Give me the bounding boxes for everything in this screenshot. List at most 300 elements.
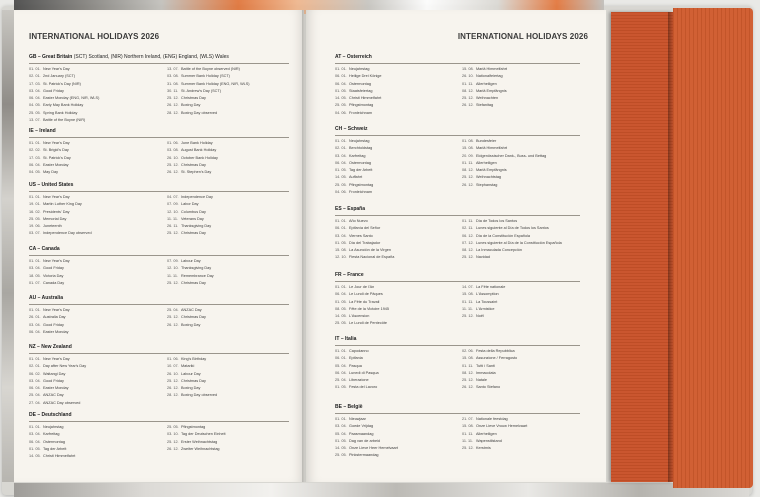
- holiday-name: Memorial Day: [43, 216, 67, 221]
- holiday-date: 28. 12.: [167, 110, 179, 115]
- holiday-date: 06. 04.: [335, 292, 347, 297]
- holiday-name: Viernes Santo: [349, 233, 373, 238]
- holiday-date: 25. 12.: [167, 231, 179, 236]
- holiday-name: L'Assomption: [476, 292, 499, 297]
- holiday-name: ANZAC Day: [181, 308, 202, 312]
- holiday-section: [29, 182, 289, 236]
- holiday-name: Waitangi Day: [43, 371, 66, 376]
- holiday-row: [335, 102, 453, 109]
- holiday-row: [335, 88, 453, 95]
- holiday-name: Lunes siguiente al Día de la Constitución Española: [476, 240, 562, 245]
- section-title-text: GB – Great Britain: [29, 54, 73, 60]
- holiday-name: Battle of the Boyne observed (NIR): [181, 67, 240, 71]
- holiday-row: [462, 384, 580, 391]
- holiday-date: 08. 05.: [335, 306, 347, 311]
- section-title: [335, 126, 580, 133]
- holiday-row: [167, 102, 285, 109]
- holiday-date: 25. 12.: [167, 439, 179, 444]
- holiday-row: [462, 247, 580, 254]
- holiday-row: [335, 182, 453, 189]
- section-title: [29, 246, 289, 253]
- holiday-date: 01. 06.: [167, 141, 179, 145]
- holiday-section: [335, 404, 580, 458]
- holiday-row: [29, 66, 147, 73]
- holiday-row: [335, 81, 453, 88]
- holiday-name: Summer Bank Holiday (SCT): [181, 74, 230, 79]
- holiday-name: Nationale feestdag: [476, 417, 508, 421]
- holiday-date: 14. 05.: [29, 454, 41, 459]
- holiday-date: 01. 01.: [29, 425, 41, 429]
- holiday-name: Festa del Lavoro: [349, 385, 378, 390]
- holiday-row: [29, 400, 147, 407]
- elastic-band: [611, 12, 673, 482]
- holiday-date: 14. 05.: [335, 175, 347, 180]
- holiday-section: [335, 336, 580, 390]
- holiday-name: La Fête du Travail: [349, 299, 380, 304]
- section-title: [335, 54, 580, 61]
- holiday-date: 01. 01.: [29, 67, 41, 71]
- holiday-date: 15. 08.: [335, 248, 347, 253]
- holiday-name: Spring Bank Holiday: [43, 110, 78, 115]
- holiday-name: Wapenstilstand: [476, 438, 502, 443]
- holiday-row: [335, 284, 453, 291]
- holiday-row: [167, 356, 285, 363]
- holiday-name: New Year's Day: [43, 195, 70, 199]
- holiday-date: 26. 12.: [167, 170, 179, 175]
- holiday-section: [29, 246, 289, 285]
- holiday-date: 25. 04.: [167, 308, 179, 312]
- holiday-column: [167, 140, 285, 176]
- holiday-row: [29, 378, 147, 385]
- holiday-name: Weihnachtstag: [476, 175, 502, 180]
- holiday-column: [462, 218, 580, 262]
- holiday-date: 01. 07.: [29, 280, 41, 285]
- holiday-date: 06. 02.: [29, 371, 41, 376]
- holiday-name: Karfreitag: [349, 153, 366, 158]
- holiday-date: 06. 04.: [29, 439, 41, 444]
- holiday-name: Ostermontag: [349, 160, 371, 165]
- holiday-name: Immacolata: [476, 370, 496, 375]
- holiday-row: [29, 392, 147, 399]
- holiday-name: Labour Day: [181, 371, 201, 376]
- holiday-row: [167, 378, 285, 385]
- holiday-name: Good Friday: [43, 378, 64, 383]
- holiday-date: 26. 10.: [167, 371, 179, 376]
- holiday-name: St. Patrick's Day (NIR): [43, 81, 81, 86]
- holiday-name: Neujahrstag: [43, 425, 64, 429]
- holiday-name: Easter Monday: [43, 329, 69, 334]
- holiday-date: 15. 08.: [462, 67, 474, 71]
- holiday-name: Mariä Himmelfahrt: [476, 146, 508, 151]
- holiday-name: Thanksgiving Day: [181, 224, 212, 229]
- section-title: [29, 54, 289, 61]
- holiday-column: [462, 348, 580, 392]
- holiday-date: 20. 09.: [462, 153, 474, 158]
- holiday-name: Tag der Arbeit: [349, 168, 373, 173]
- holiday-date: 02. 11.: [462, 226, 474, 231]
- holiday-row: [167, 431, 285, 438]
- holiday-row: [29, 102, 147, 109]
- holiday-date: 02. 01.: [335, 146, 347, 151]
- holiday-date: 07. 09.: [167, 202, 179, 207]
- holiday-name: Neujahrstag: [349, 139, 370, 143]
- holiday-row: [29, 439, 147, 446]
- page-header-right: INTERNATIONAL HOLIDAYS 2026: [457, 32, 588, 41]
- holiday-name: Remembrance Day: [181, 273, 214, 278]
- holiday-date: 01. 05.: [335, 88, 347, 93]
- holiday-column: [29, 194, 147, 238]
- holiday-row: [462, 153, 580, 160]
- holiday-name: Goede Vrijdag: [349, 424, 374, 429]
- holiday-date: 01. 05.: [335, 299, 347, 304]
- holiday-date: 13. 07.: [29, 118, 41, 123]
- holiday-name: Fête de la Victoire 1945: [349, 306, 390, 311]
- holiday-name: Año Nuevo: [349, 219, 368, 223]
- holiday-name: Epifanía del Señor: [349, 226, 381, 231]
- holiday-row: [29, 258, 147, 265]
- holiday-row: [29, 356, 147, 363]
- holiday-name: Stephanstag: [476, 182, 498, 187]
- holiday-date: 25. 12.: [462, 378, 474, 383]
- holiday-date: 07. 12.: [462, 240, 474, 245]
- holiday-row: [29, 73, 147, 80]
- holiday-row: [167, 265, 285, 272]
- section-title-text: DE – Deutschland: [29, 412, 72, 418]
- holiday-column: [335, 348, 453, 392]
- section-title-text: NZ – New Zealand: [29, 344, 72, 350]
- holiday-name: Fiesta Nacional de España: [349, 255, 395, 260]
- holiday-name: Ostermontag: [43, 439, 65, 444]
- left-photo-edge: [2, 10, 14, 482]
- holiday-row: [167, 230, 285, 237]
- holiday-date: 25. 12.: [167, 96, 179, 101]
- holiday-name: Weihnachten: [476, 96, 499, 101]
- holiday-name: Ostermontag: [349, 81, 371, 86]
- holiday-row: [29, 147, 147, 154]
- holiday-date: 03. 04.: [335, 233, 347, 238]
- holiday-date: 27. 04.: [29, 400, 41, 405]
- holiday-name: Labor Day: [181, 202, 199, 207]
- holiday-row: [29, 446, 147, 453]
- holiday-date: 26. 12.: [462, 182, 474, 187]
- holiday-date: 15. 08.: [462, 146, 474, 151]
- section-title: [29, 295, 289, 302]
- section-divider: [335, 345, 580, 346]
- holiday-name: Canada Day: [43, 280, 65, 285]
- holiday-name: Nationalfeiertag: [476, 74, 503, 79]
- holiday-date: 08. 12.: [462, 248, 474, 253]
- holiday-row: [167, 110, 285, 117]
- holiday-date: 06. 04.: [335, 370, 347, 375]
- holiday-row: [29, 371, 147, 378]
- holiday-row: [335, 313, 453, 320]
- holiday-date: 25. 05.: [167, 425, 179, 429]
- holiday-row: [29, 322, 147, 329]
- holiday-name: ANZAC Day observed: [43, 400, 81, 405]
- holiday-date: 26. 01.: [29, 315, 41, 320]
- holiday-date: 14. 05.: [335, 446, 347, 451]
- holiday-name: Day after New Year's Day: [43, 364, 87, 369]
- section-divider: [29, 304, 289, 305]
- holiday-row: [29, 194, 147, 201]
- holiday-column: [29, 424, 147, 460]
- section-title-text: CH – Schweiz: [335, 126, 368, 132]
- holiday-row: [462, 138, 580, 145]
- holiday-row: [335, 348, 453, 355]
- holiday-name: Mariä Empfängnis: [476, 168, 507, 173]
- holiday-date: 03. 08.: [167, 74, 179, 79]
- holiday-name: La Asunción de la Virgen: [349, 248, 391, 253]
- holiday-row: [462, 291, 580, 298]
- section-title-text: CA – Canada: [29, 246, 60, 252]
- holiday-date: 11. 11.: [167, 216, 179, 221]
- holiday-section: [335, 272, 580, 326]
- holiday-section: [29, 128, 289, 175]
- holiday-date: 03. 04.: [335, 424, 347, 429]
- holiday-date: 25. 12.: [462, 446, 474, 451]
- holiday-row: [167, 216, 285, 223]
- holiday-name: Dag van de arbeid: [349, 438, 381, 443]
- holiday-row: [29, 88, 147, 95]
- holiday-date: 01. 11.: [462, 160, 474, 165]
- holiday-row: [335, 320, 453, 327]
- section-title-text: FR – France: [335, 272, 364, 278]
- holiday-row: [167, 155, 285, 162]
- holiday-column: [29, 258, 147, 287]
- holiday-date: 03. 08.: [167, 148, 179, 153]
- holiday-row: [335, 355, 453, 362]
- holiday-name: Neujahrstag: [349, 67, 370, 71]
- holiday-row: [29, 209, 147, 216]
- holiday-name: Matariki: [181, 364, 195, 369]
- holiday-name: Bundesfeier: [476, 139, 497, 143]
- holiday-name: Santo Stefano: [476, 385, 501, 390]
- holiday-name: Juneteenth: [43, 224, 62, 229]
- holiday-date: 01. 11.: [462, 81, 474, 86]
- holiday-column: [167, 194, 285, 238]
- holiday-row: [167, 162, 285, 169]
- section-title-text: US – United States: [29, 182, 74, 188]
- holiday-name: Allerheiligen: [476, 431, 497, 436]
- holiday-row: [335, 247, 453, 254]
- holiday-name: Easter Monday: [43, 386, 69, 391]
- holiday-date: 06. 01.: [335, 356, 347, 361]
- holiday-name: Erster Weihnachtstag: [181, 439, 218, 444]
- holiday-column: [462, 416, 580, 452]
- holiday-date: 03. 04.: [29, 432, 41, 437]
- holiday-name: Fronleichnam: [349, 110, 373, 115]
- holiday-date: 18. 05.: [29, 273, 41, 278]
- holiday-date: 01. 05.: [335, 240, 347, 245]
- holiday-row: [167, 446, 285, 453]
- holiday-date: 01. 01.: [335, 285, 347, 289]
- holiday-date: 01. 01.: [335, 67, 347, 71]
- holiday-name: Fronleichnam: [349, 190, 373, 195]
- holiday-date: 06. 04.: [29, 96, 41, 101]
- holiday-row: [462, 355, 580, 362]
- holiday-row: [167, 439, 285, 446]
- holiday-row: [335, 306, 453, 313]
- holiday-name: Good Friday: [43, 266, 64, 271]
- holiday-date: 02. 06.: [462, 349, 474, 353]
- holiday-name: October Bank Holiday: [181, 155, 218, 160]
- holiday-row: [29, 201, 147, 208]
- holiday-name: New Year's Day: [43, 308, 70, 312]
- holiday-name: Early May Bank Holiday: [43, 103, 84, 108]
- holiday-name: Karfreitag: [43, 432, 60, 437]
- holiday-row: [167, 194, 285, 201]
- holiday-row: [462, 377, 580, 384]
- holiday-row: [462, 416, 580, 423]
- holiday-row: [167, 424, 285, 431]
- holiday-row: [462, 95, 580, 102]
- holiday-name: Christmas Day: [181, 378, 206, 383]
- holiday-date: 01. 01.: [29, 357, 41, 361]
- holiday-row: [335, 73, 453, 80]
- holiday-date: 25. 05.: [335, 453, 347, 458]
- holiday-row: [29, 453, 147, 460]
- holiday-row: [335, 160, 453, 167]
- holiday-date: 06. 04.: [29, 386, 41, 391]
- orange-cover: [673, 8, 753, 488]
- holiday-name: Boxing Day observed: [181, 110, 218, 115]
- holiday-row: [167, 147, 285, 154]
- holiday-name: Assunzione / Ferragosto: [476, 356, 518, 361]
- holiday-row: [335, 254, 453, 261]
- holiday-date: 04. 07.: [167, 195, 179, 199]
- holiday-date: 11. 11.: [462, 438, 474, 443]
- holiday-date: 19. 01.: [29, 202, 41, 207]
- holiday-name: New Year's Day: [43, 67, 70, 71]
- holiday-date: 06. 04.: [335, 160, 347, 165]
- holiday-row: [29, 81, 147, 88]
- holiday-row: [335, 189, 453, 196]
- holiday-name: Easter Monday (ENG, NIR, WLS): [43, 96, 100, 101]
- holiday-date: 01. 06.: [167, 357, 179, 361]
- holiday-date: 14. 05.: [335, 314, 347, 319]
- holiday-row: [335, 452, 453, 459]
- holiday-name: Tag der Arbeit: [43, 446, 67, 451]
- holiday-name: May Day: [43, 170, 58, 175]
- holiday-name: St. Brigid's Day: [43, 148, 69, 153]
- section-title-text: ES – España: [335, 206, 366, 212]
- holiday-date: 25. 12.: [167, 315, 179, 320]
- holiday-row: [167, 81, 285, 88]
- holiday-date: 03. 07.: [29, 231, 41, 236]
- holiday-name: Pfingstmontag: [349, 103, 374, 108]
- holiday-name: Zweiter Weihnachtstag: [181, 446, 220, 451]
- holiday-row: [29, 385, 147, 392]
- holiday-row: [29, 110, 147, 117]
- holiday-name: Martin Luther King Day: [43, 202, 82, 207]
- holiday-row: [335, 218, 453, 225]
- section-divider: [335, 281, 580, 282]
- holiday-name: New Year's Day: [43, 357, 70, 361]
- holiday-section: [29, 295, 289, 334]
- holiday-row: [29, 169, 147, 176]
- holiday-name: Summer Bank Holiday (ENG, NIR, WLS): [181, 81, 250, 86]
- holiday-date: 17. 03.: [29, 155, 41, 160]
- holiday-date: 01. 01.: [29, 195, 41, 199]
- section-divider: [29, 353, 289, 354]
- holiday-row: [167, 88, 285, 95]
- holiday-name: Día de la Constitución Española: [476, 233, 531, 238]
- holiday-row: [29, 431, 147, 438]
- holiday-name: Onze Lieve Vrouw Hemelvaart: [476, 424, 528, 429]
- holiday-name: Victoria Day: [43, 273, 64, 278]
- holiday-row: [462, 299, 580, 306]
- holiday-row: [167, 258, 285, 265]
- holiday-row: [167, 314, 285, 321]
- holiday-date: 19. 06.: [29, 224, 41, 229]
- holiday-date: 01. 01.: [29, 141, 41, 145]
- right-page: [306, 10, 606, 482]
- holiday-name: Good Friday: [43, 322, 64, 327]
- holiday-row: [29, 95, 147, 102]
- holiday-date: 08. 12.: [462, 370, 474, 375]
- holiday-row: [335, 225, 453, 232]
- holiday-row: [462, 88, 580, 95]
- holiday-row: [335, 438, 453, 445]
- holiday-date: 25. 12.: [462, 96, 474, 101]
- holiday-date: 14. 05.: [335, 96, 347, 101]
- holiday-name: New Year's Day: [43, 259, 70, 263]
- holiday-date: 25. 04.: [29, 393, 41, 398]
- holiday-name: Natale: [476, 378, 487, 383]
- holiday-name: Good Friday: [43, 88, 64, 93]
- section-title: [29, 182, 289, 189]
- holiday-name: Christmas Day: [181, 280, 206, 285]
- holiday-row: [462, 233, 580, 240]
- holiday-name: 2nd January (SCT): [43, 74, 76, 79]
- holiday-name: Christi Himmelfahrt: [43, 454, 76, 459]
- section-title: [335, 272, 580, 279]
- holiday-column: [29, 66, 147, 124]
- holiday-date: 28. 12.: [167, 393, 179, 398]
- holiday-name: Lunedì di Pasqua: [349, 370, 379, 375]
- holiday-name: Christmas Day: [181, 96, 206, 101]
- holiday-row: [462, 306, 580, 313]
- holiday-row: [167, 307, 285, 314]
- holiday-name: Noël: [476, 314, 484, 319]
- holiday-date: 06. 12.: [462, 233, 474, 238]
- holiday-row: [462, 254, 580, 261]
- holiday-name: Christmas Day: [181, 315, 206, 320]
- holiday-name: Presidents' Day: [43, 209, 70, 214]
- holiday-date: 03. 10.: [167, 432, 179, 437]
- holiday-row: [167, 66, 285, 73]
- holiday-date: 01. 01.: [335, 349, 347, 353]
- holiday-date: 26. 12.: [167, 322, 179, 327]
- holiday-name: Mariä Himmelfahrt: [476, 67, 508, 71]
- holiday-row: [335, 138, 453, 145]
- holiday-row: [29, 280, 147, 287]
- section-divider: [335, 135, 580, 136]
- holiday-name: Paasmaandag: [349, 431, 374, 436]
- holiday-date: 08. 12.: [462, 168, 474, 173]
- holiday-date: 02. 01.: [29, 74, 41, 79]
- holiday-date: 06. 01.: [335, 226, 347, 231]
- holiday-column: [167, 66, 285, 117]
- holiday-name: Allerheiligen: [476, 81, 497, 86]
- holiday-date: 06. 04.: [335, 81, 347, 86]
- holiday-section: [335, 54, 580, 115]
- holiday-date: 06. 04.: [29, 162, 41, 167]
- section-title-text: IE – Ireland: [29, 128, 56, 134]
- section-title: [29, 344, 289, 351]
- holiday-date: 25. 12.: [167, 378, 179, 383]
- holiday-row: [462, 145, 580, 152]
